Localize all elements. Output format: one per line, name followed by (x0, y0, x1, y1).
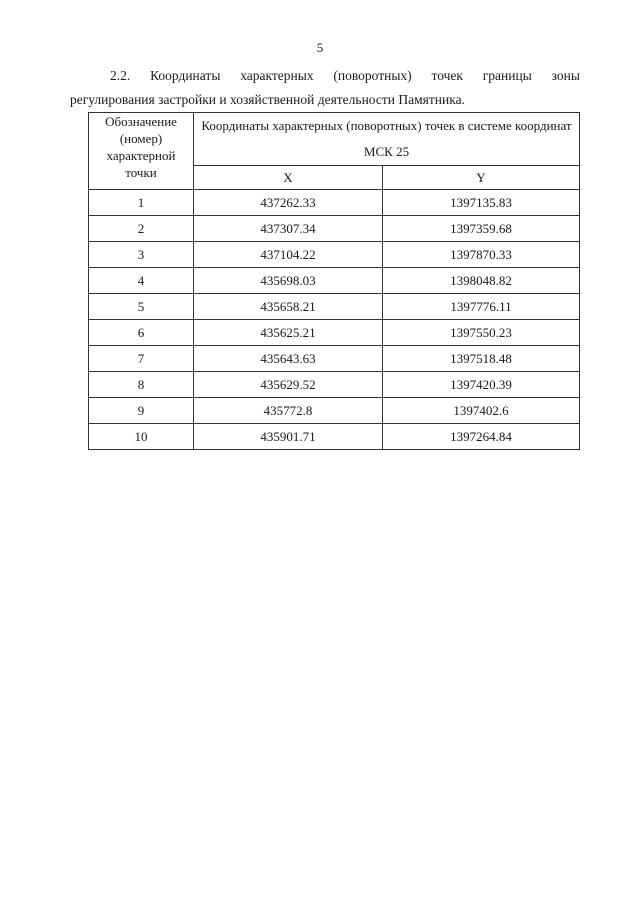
table-header (89, 113, 580, 190)
header-coordinates: Координаты характерных (поворотных) точек в системе координат МСК 25 (194, 113, 580, 166)
heading-word: 2.2. (110, 68, 131, 83)
header-y: Y (383, 166, 580, 190)
cell-y: 1397550.23 (383, 320, 580, 346)
cell-x: 437104.22 (194, 242, 383, 268)
cell-point-number: 9 (89, 398, 194, 424)
table-row (89, 242, 580, 268)
cell-x: 435698.03 (194, 268, 383, 294)
table-row (89, 190, 580, 216)
cell-y: 1398048.82 (383, 268, 580, 294)
cell-y: 1397359.68 (383, 216, 580, 242)
cell-x: 435643.63 (194, 346, 383, 372)
heading-line-2: регулирования застройки и хозяйственной деятельности Памятника. (70, 92, 465, 107)
heading-word: границы (482, 68, 532, 83)
cell-point-number: 10 (89, 424, 194, 450)
header-point-line: (номер) (119, 131, 163, 146)
cell-point-number: 8 (89, 372, 194, 398)
coordinates-table (88, 112, 580, 450)
cell-x: 437262.33 (194, 190, 383, 216)
heading-word: Координаты (150, 68, 221, 83)
table-row (89, 346, 580, 372)
header-point-line: Обозначение (105, 114, 177, 129)
cell-point-number: 1 (89, 190, 194, 216)
cell-point-number: 5 (89, 294, 194, 320)
table-row (89, 372, 580, 398)
cell-y: 1397420.39 (383, 372, 580, 398)
cell-x: 435658.21 (194, 294, 383, 320)
heading-line-1 (70, 64, 580, 88)
table-row (89, 216, 580, 242)
cell-point-number: 6 (89, 320, 194, 346)
cell-point-number: 2 (89, 216, 194, 242)
heading-word: точек (431, 68, 463, 83)
page-number: 5 (316, 40, 324, 55)
heading-word: (поворотных) (333, 68, 412, 83)
cell-y: 1397518.48 (383, 346, 580, 372)
cell-x: 435901.71 (194, 424, 383, 450)
header-point-line: точки (125, 165, 157, 180)
header-point-line: характерной (106, 148, 176, 163)
header-point-designation (89, 113, 194, 190)
table-body (89, 190, 580, 450)
cell-point-number: 4 (89, 268, 194, 294)
table-row (89, 424, 580, 450)
header-x: X (194, 166, 383, 190)
cell-y: 1397264.84 (383, 424, 580, 450)
table-row (89, 268, 580, 294)
cell-y: 1397135.83 (383, 190, 580, 216)
heading-word: характерных (240, 68, 314, 83)
heading-word: зоны (551, 68, 580, 83)
cell-x: 435625.21 (194, 320, 383, 346)
cell-x: 435772.8 (194, 398, 383, 424)
cell-point-number: 7 (89, 346, 194, 372)
table-row (89, 320, 580, 346)
cell-x: 437307.34 (194, 216, 383, 242)
table-row (89, 294, 580, 320)
table-row (89, 398, 580, 424)
header-row-1 (89, 113, 580, 166)
cell-y: 1397402.6 (383, 398, 580, 424)
section-heading (70, 64, 580, 112)
cell-y: 1397776.11 (383, 294, 580, 320)
cell-point-number: 3 (89, 242, 194, 268)
cell-x: 435629.52 (194, 372, 383, 398)
cell-y: 1397870.33 (383, 242, 580, 268)
